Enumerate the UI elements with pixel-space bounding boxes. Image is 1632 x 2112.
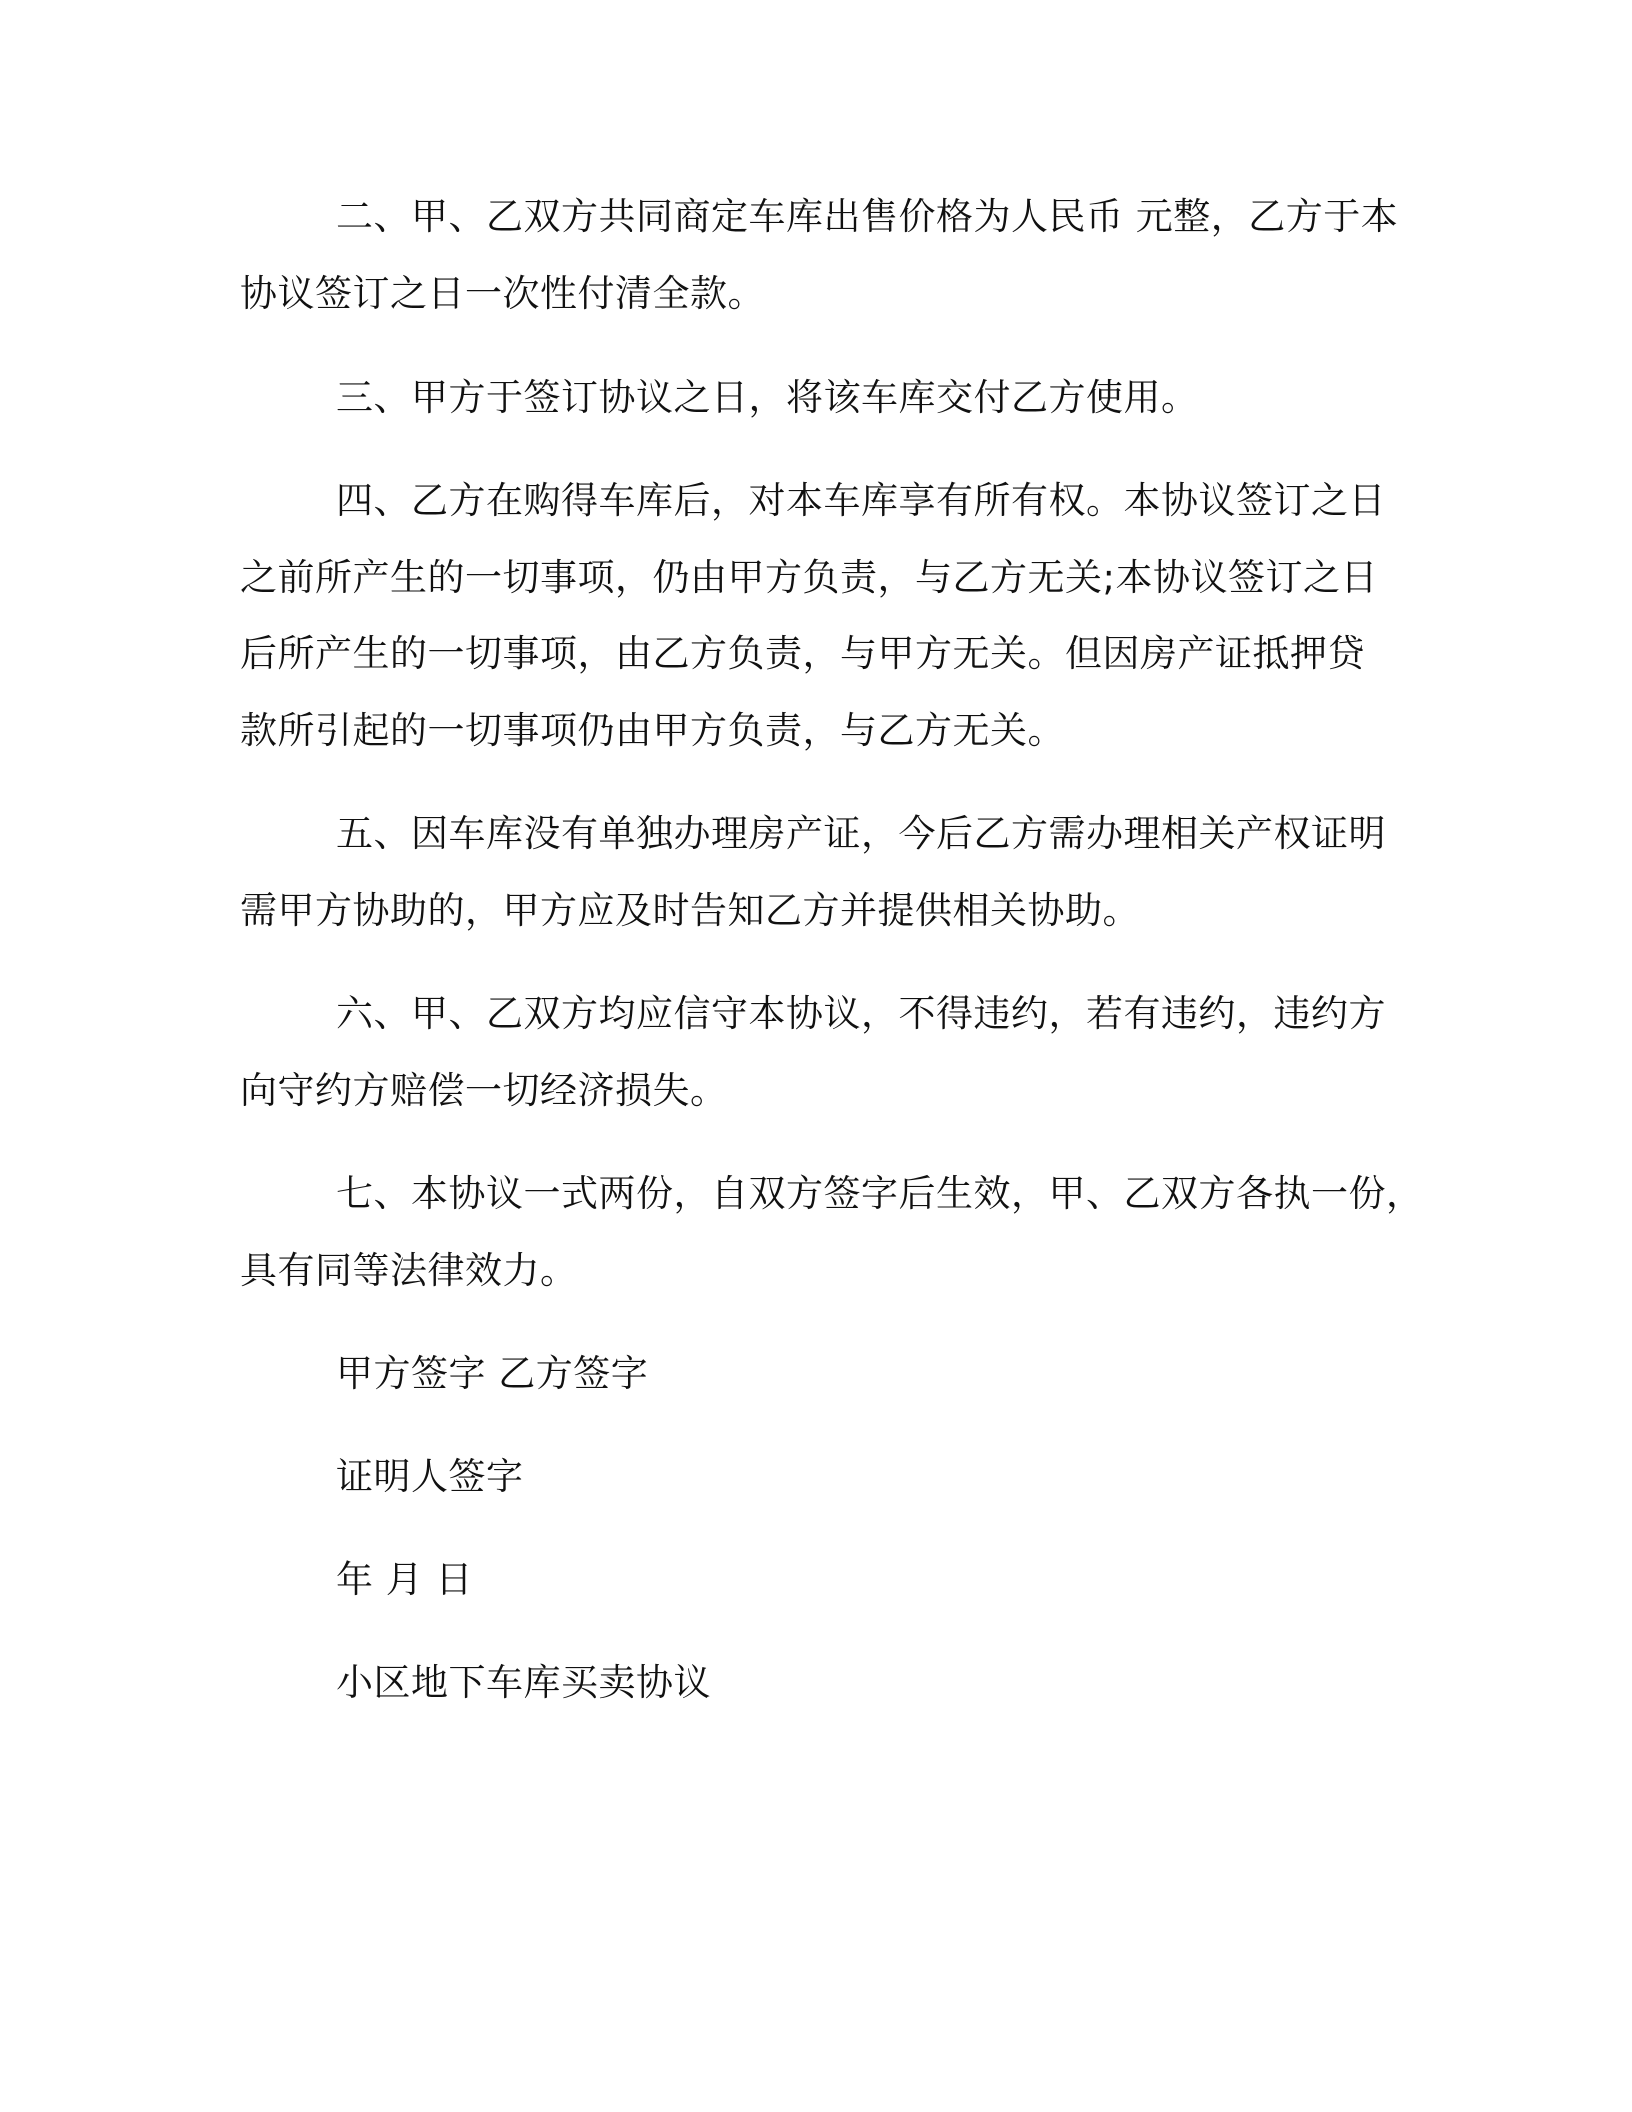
clause-4-line-2: 之前所产生的一切事项，仍由甲方负责，与乙方无关;本协议签订之日: [240, 556, 1378, 599]
clause-2-line-1: 二、甲、乙双方共同商定车库出售价格为人民币 元整，乙方于本: [336, 195, 1399, 238]
clause-3-line-1: 三、甲方于签订协议之日，将该车库交付乙方使用。: [336, 376, 1199, 419]
witness-signature: 证明人签字: [336, 1455, 524, 1498]
clause-2-line-2: 协议签订之日一次性付清全款。: [240, 272, 765, 315]
clause-6-line-1: 六、甲、乙双方均应信守本协议，不得违约，若有违约，违约方: [336, 992, 1386, 1035]
clause-5-line-1: 五、因车库没有单独办理房产证，今后乙方需办理相关产权证明: [336, 812, 1386, 855]
clause-4-line-3: 后所产生的一切事项，由乙方负责，与甲方无关。但因房产证抵押贷: [240, 632, 1365, 675]
clause-7-line-2: 具有同等法律效力。: [240, 1249, 578, 1292]
party-signatures: 甲方签字 乙方签字: [336, 1352, 649, 1395]
clause-4-line-4: 款所引起的一切事项仍由甲方负责，与乙方无关。: [240, 709, 1065, 752]
clause-4-line-1: 四、乙方在购得车库后，对本车库享有所有权。本协议签订之日: [336, 479, 1386, 522]
next-document-title: 小区地下车库买卖协议: [336, 1661, 711, 1704]
clause-6-line-2: 向守约方赔偿一切经济损失。: [240, 1069, 728, 1112]
clause-7-line-1: 七、本协议一式两份，自双方签字后生效，甲、乙双方各执一份，: [336, 1172, 1424, 1215]
clause-5-line-2: 需甲方协助的，甲方应及时告知乙方并提供相关协助。: [240, 889, 1140, 932]
signature-date: 年 月 日: [336, 1558, 474, 1601]
